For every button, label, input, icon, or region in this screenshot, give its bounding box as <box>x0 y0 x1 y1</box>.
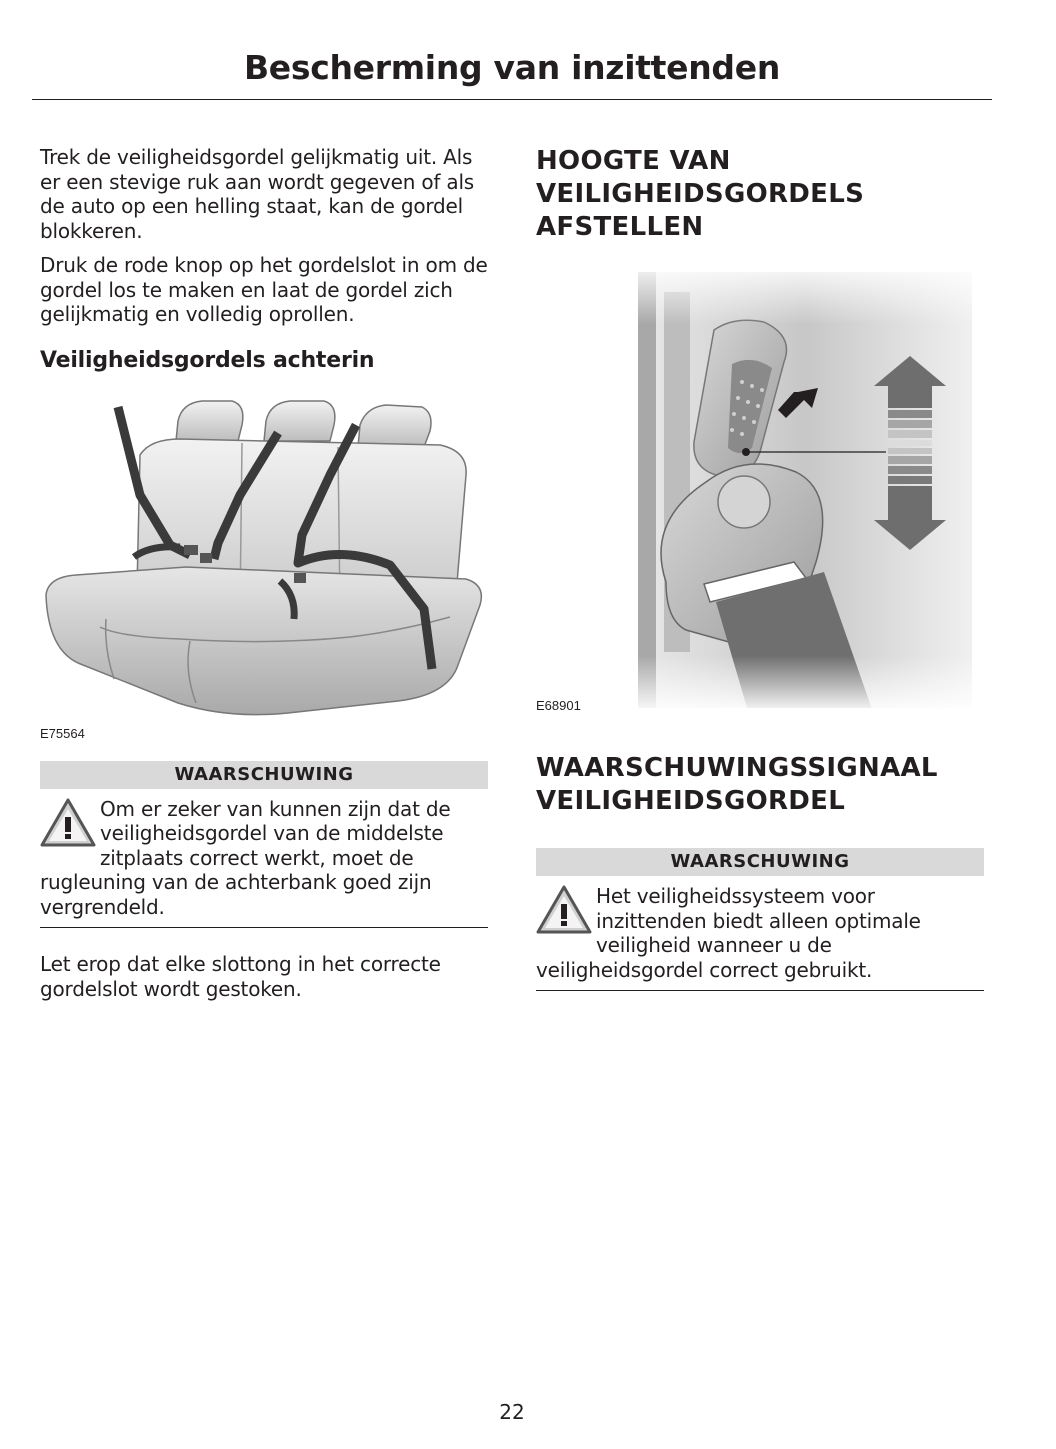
warning-body <box>40 797 488 929</box>
figure-id-belt-height: E68901 <box>536 698 581 713</box>
left-headrest <box>176 401 243 441</box>
page-title: Bescherming van inzittenden <box>243 48 781 87</box>
buckle-middle <box>200 553 212 563</box>
warning-triangle-icon <box>536 884 592 936</box>
paragraph-buckle-tongue: Let erop dat elke slottong in het correcte gordelslot wordt gestoken. <box>40 952 441 1001</box>
figure-id-rear-seat: E75564 <box>40 725 85 741</box>
warning-text: Het veiligheidssysteem voor inzittenden biedt alleen optimale veiligheid wanneer u de veiligheidsgordel correct gebruikt. <box>536 884 921 982</box>
warning-triangle-icon <box>40 797 96 849</box>
buckle-right <box>294 573 306 583</box>
left-column <box>40 145 488 1011</box>
title-divider <box>32 99 992 100</box>
belt-height-adjuster-image <box>536 272 984 708</box>
warning-title: WAARSCHUWING <box>536 848 984 876</box>
rear-belts-heading: Veiligheidsgordels achterin <box>40 347 375 373</box>
warning-text: Om er zeker van kunnen zijn dat de veiligheidsgordel van de middelste zitplaats correct werkt, moet de rugleuning van de achterbank goed zijn vergrendeld. <box>40 796 451 919</box>
warning-body <box>536 884 984 991</box>
warning-box-correct-use <box>536 848 984 991</box>
page-number: 22 <box>499 1400 525 1424</box>
callout-dot <box>742 448 750 456</box>
belt-height-illustration <box>536 272 984 713</box>
paragraph-release-belt: Druk de rode knop op het gordelslot in om de gordel los te maken en laat de gordel zich gelijkmatig en volledig oprollen. <box>40 253 488 326</box>
right-headrest <box>358 405 431 447</box>
warning-box-center-seat <box>40 761 488 929</box>
warning-title: WAARSCHUWING <box>40 761 488 789</box>
right-column <box>536 145 984 991</box>
rear-seat-illustration <box>40 395 488 725</box>
belt-reminder-heading: WAARSCHUWINGSSIGNAAL VEILIGHEIDSGORDEL <box>536 753 938 816</box>
belt-height-heading: HOOGTE VAN VEILIGHEIDSGORDELS AFSTELLEN <box>536 146 865 242</box>
paragraph-pull-belt: Trek de veiligheidsgordel gelijkmatig uit. Als er een stevige ruk aan wordt gegeven of als de auto op een helling staat, kan de gordel blokkeren. <box>40 145 475 243</box>
buckle-left <box>184 545 198 555</box>
rear-seat-belts-image <box>40 395 488 725</box>
